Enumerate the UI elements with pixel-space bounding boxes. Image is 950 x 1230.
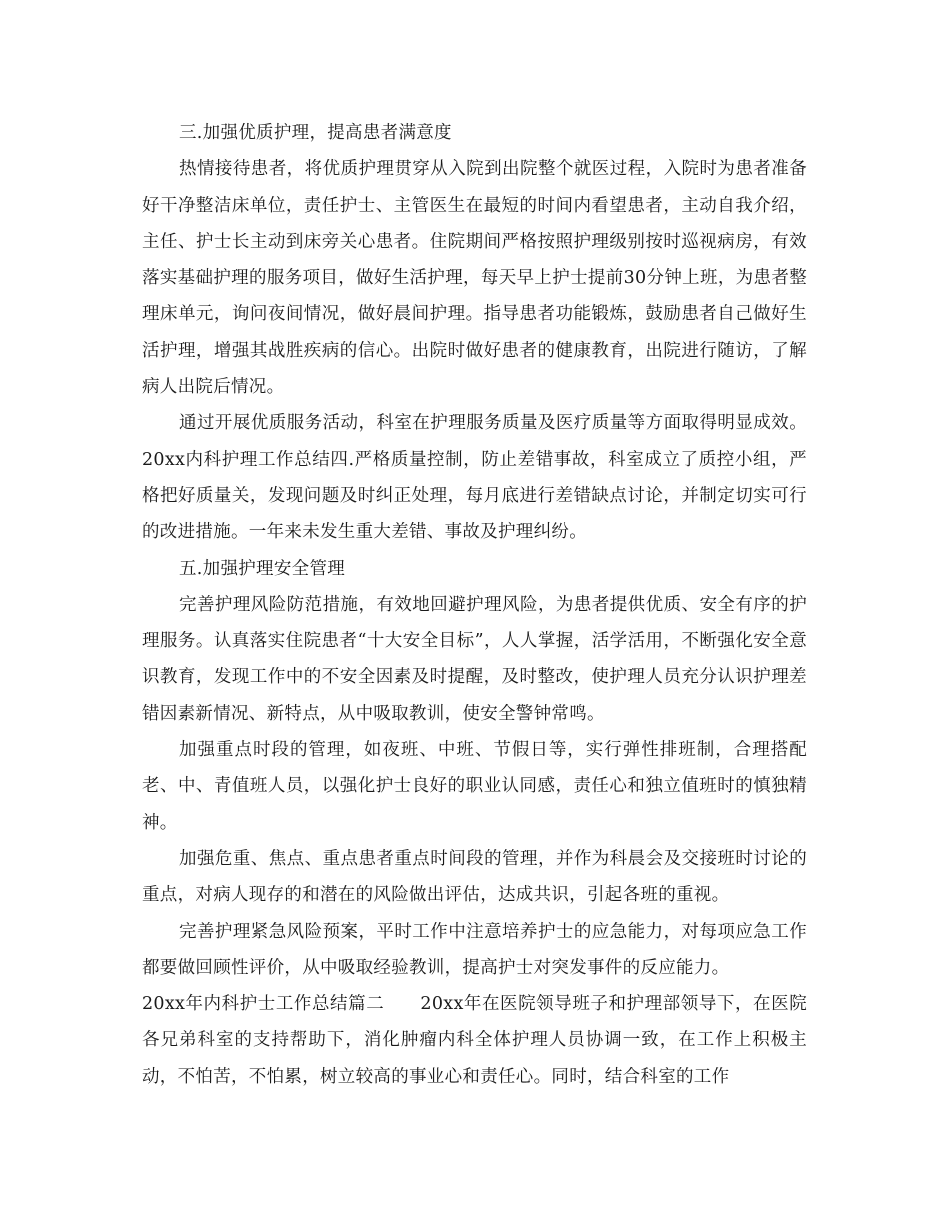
paragraph: 热情接待患者，将优质护理贯穿从入院到出院整个就医过程，入院时为患者准备好干净整洁床单位，责任护士、主管医生在最短的时间内看望患者，主动自我介绍，主任、护士长主动到床旁关心患者。住院期间严格按照护理级别按时巡视病房，有效落实基础护理的服务项目，做好生活护理，每天早上护士提前30分钟上班，为患者整理床单元，询问夜间情况，做好晨间护理。指导患者功能锻炼，鼓励患者自己做好生活护理，增强其战胜疾病的信心。出院时做好患者的健康教育，出院进行随访，了解病人出院后情况。 <box>142 159 807 398</box>
paragraph: 通过开展优质服务活动，科室在护理服务质量及医疗质量等方面取得明显成效。20xx内科护理工作总结四.严格质量控制，防止差错事故，科室成立了质控小组，严格把好质量关，发现问题及时纠正处理，每月底进行差错缺点讨论，并制定切实可行的改进措施。一年来未发生重大差错、事故及护理纠纷。 <box>142 413 807 543</box>
paragraph: 加强危重、焦点、重点患者重点时间段的管理，并作为科晨会及交接班时讨论的重点，对病人现存的和潜在的风险做出评估，达成共识，引起各班的重视。 <box>142 848 807 906</box>
section-heading-5: 五.加强护理安全管理 <box>179 558 346 579</box>
paragraph: 完善护理紧急风险预案，平时工作中注意培养护士的应急能力，对每项应急工作都要做回顾性评价，从中吸取经验教训，提高护士对突发事件的反应能力。 <box>142 921 807 978</box>
paragraph: 20xx年内科护士工作总结篇二 20xx年在医院领导班子和护理部领导下，在医院各兄弟科室的支持帮助下，消化肿瘤内科全体护理人员协调一致，在工作上积极主动，不怕苦，不怕累，树立较高的事业心和责任心。同时，结合科室的工作 <box>142 994 807 1087</box>
section-heading-3: 三.加强优质护理，提高患者满意度 <box>179 123 452 143</box>
paragraph: 完善护理风险防范措施，有效地回避护理风险，为患者提供优质、安全有序的护理服务。认真落实住院患者“十大安全目标”，人人掌握，活学活用，不断强化安全意识教育，发现工作中的不安全因素及时提醒，及时整改，使护理人员充分认识护理差错因素新情况、新特点，从中吸取教训，使安全警钟常鸣。 <box>142 594 807 724</box>
document-body <box>142 115 807 1095</box>
paragraph: 加强重点时段的管理，如夜班、中班、节假日等，实行弹性排班制，合理搭配老、中、青值班人员，以强化护士良好的职业认同感，责任心和独立值班时的慎独精神。 <box>142 740 807 833</box>
